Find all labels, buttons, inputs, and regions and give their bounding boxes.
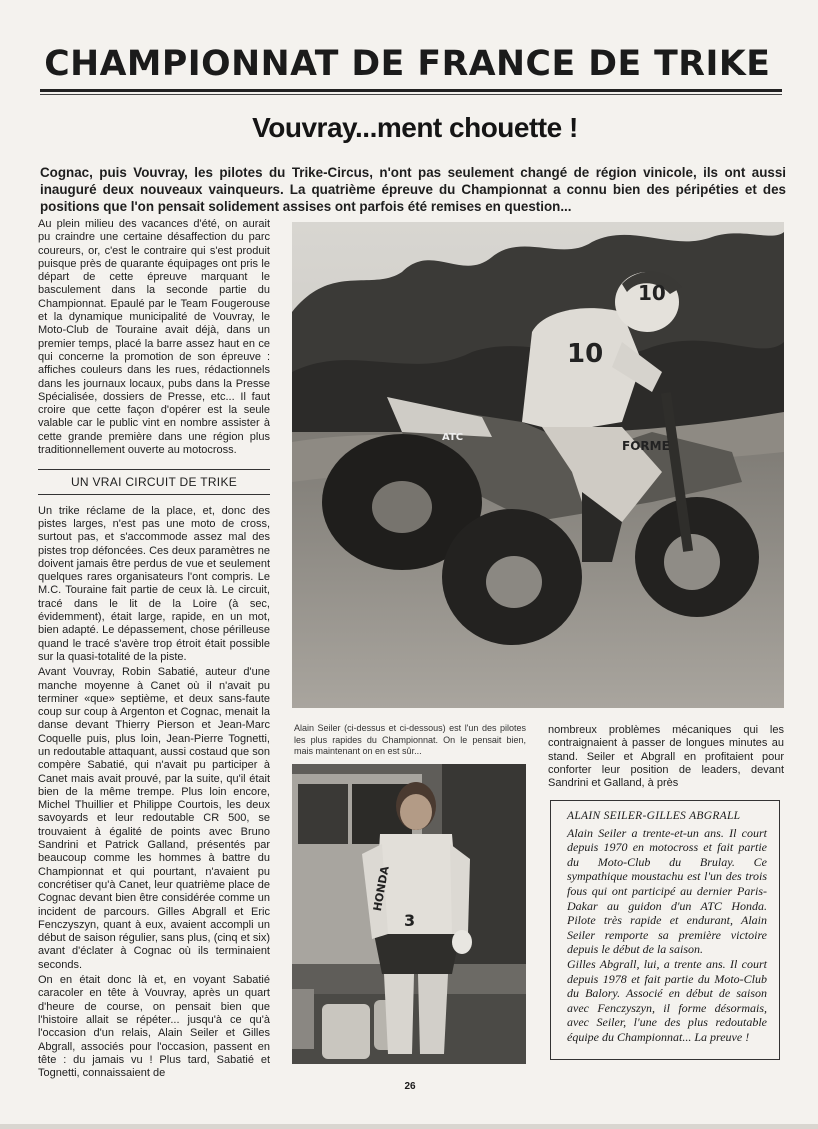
body-paragraph-2: Un trike réclame de la place, et, donc des pistes larges, n'est pas une moto de cross, surtout pas, et s'accommode assez mal des pistes trop défoncées. Ces deux paramètres ne doivent jamais être perdus de vue et seulement quelques rares organisateurs l'ont compris. Le M.C. Touraine fait partie de ceux là. Le circuit, tracé dans le lit de la Loire (à sec, évidemment), était large, rapide, en un mot, bien adapté. Le dépassement, chose périlleuse quand le tracé s'avère trop étroit était possible sur la quasi-totalité de la piste. — [38, 504, 270, 663]
body-paragraph-3: Avant Vouvray, Robin Sabatié, auteur d'une manche moyenne à Canet où il n'avait pu terminer «que» septième, et deux sans-faute coup sur coup à Argenton et Cognac, menait la danse devant Thierry Pierson et Jean-Marc Coquelle puis, plus loin, Jean-Pierre Tognetti, un redoutable attaquant, aussi costaud que son compère Sabatié, qui n'avait pu participer à Canet mais avait prouvé, par la suite, qu'il était bien de la même trempe. Plus loin encore, Michel Thuillier et Philippe Courtois, les deux savoyards et leur redoutable CR 500, se trouvaient à égalité de points avec Bruno Sandrini et Patrick Galland, présentés par beaucoup comme les hommes à battre du Championnat et qui pourtant, n'avaient pu concrétiser qu'à Canet, leur quatrième place de Cognac devant bien être considérée comme un incident de parcours. Gilles Abgrall et Eric Fenczyszyn, quant à eux, avaient accompli un début de saison régulier, sans plus, (cinq et six) avant d'éclater à Cognac où ils terminaient seconds. — [38, 666, 270, 971]
pants-label: FORME — [622, 439, 670, 453]
article-intro: Cognac, puis Vouvray, les pilotes du Trike-Circus, n'ont pas seulement changé de région vinicole, ils ont aussi inauguré deux nouveaux vainqueurs. La quatrième épreuve du Championnat a connu bien des péripéties et des positions que l'on pensait solidement assises ont parfois été remises en question... — [40, 165, 786, 214]
masthead-rule — [40, 89, 782, 92]
profile-box-paragraph-2: Gilles Abgrall, lui, a trente ans. Il court depuis 1978 et fait partie du Moto-Club du Balory. Associé en début de saison avec Fenczyszyn, il forme désormais, avec Seiler, l'une des plus redoutable équipe du Championnat... La preuve ! — [567, 956, 767, 1044]
bike-label: ATC — [442, 432, 464, 443]
page-number: 26 — [404, 1081, 416, 1092]
article-headline: Vouvray...ment chouette ! — [252, 112, 578, 143]
profile-box-title: ALAIN SEILER-GILLES ABGRALL — [567, 810, 741, 822]
left-column — [38, 218, 270, 1082]
photo-caption: Alain Seiler (ci-dessus et ci-dessous) est l'un des pilotes les plus rapides du Championnat. On le pensait bien, mais maintenant on en est sûr... — [294, 723, 526, 756]
bib-number: 3 — [404, 911, 416, 930]
section-heading: UN VRAI CIRCUIT DE TRIKE — [38, 469, 270, 494]
masthead-rule-thin — [40, 94, 782, 95]
jersey-label: HONDA — [370, 865, 392, 913]
jersey-number: 10 — [567, 339, 604, 369]
photo-rider-portrait — [292, 764, 526, 1064]
body-paragraph-4: On en était donc là et, en voyant Sabatié caracoler en tête à Vouvray, après un quart d'heure de course, on pensait bien que l'histoire allait se répéter... jusqu'à ce qu'à l'occasion d'un relais, Alain Seiler et Gilles Abgrall, associés pour l'occasion, passent en tête : du jamais vu ! Plus tard, Sabatié et Tognetti, connaissaient de — [38, 974, 270, 1080]
profile-box-paragraph-1: Alain Seiler a trente-et-un ans. Il court depuis 1970 en motocross et fait partie du Moto-Club du Brulay. Ce sympathique moustachu est l'un des trois fous qui ont participé au dernier Paris-Dakar au guidon d'un ATC Honda. Pilote très rapide et endurant, Alain Seiler remporte sa première victoire depuis le début de la saison. — [567, 825, 767, 957]
profile-box — [550, 800, 780, 1060]
body-paragraph-1: Au plein milieu des vacances d'été, on aurait pu craindre une certaine désaffection du parc coureurs, or, c'est le contraire qui s'est produit puisque près de quarante équipages ont pris le départ de cette épreuve marquant le basculement dans la seconde partie du Championnat. Epaulé par le Team Fougerouse et la dynamique municipalité de Vouvray, le Moto-Club de Touraine avait déjà, dans un premier temps, placé la barre assez haut en ce qui concerne la promotion de son épreuve : affiches couleurs dans les rues, rédactionnels dans les journaux locaux, pubs dans la Presse Spécialisée, dossiers de Presse, etc... Il faut croire que cette façon d'opérer est la seule valable car le public vint en nombre assister à cette grande première dans une région plus traditionnellement ouverte au motocross. — [38, 218, 270, 457]
helmet-number: 10 — [638, 281, 666, 305]
page-bottom-edge — [0, 1124, 818, 1129]
masthead-title: CHAMPIONNAT DE FRANCE DE TRIKE — [44, 44, 771, 84]
photo-trike-racer — [292, 222, 784, 708]
right-column-text: nombreux problèmes mécaniques qui les contraignaient à passer de longues minutes au stand. Seiler et Abgrall en profitaient pour conforter leur position de leaders, devant Sandrini et Galland, à près — [548, 724, 784, 790]
